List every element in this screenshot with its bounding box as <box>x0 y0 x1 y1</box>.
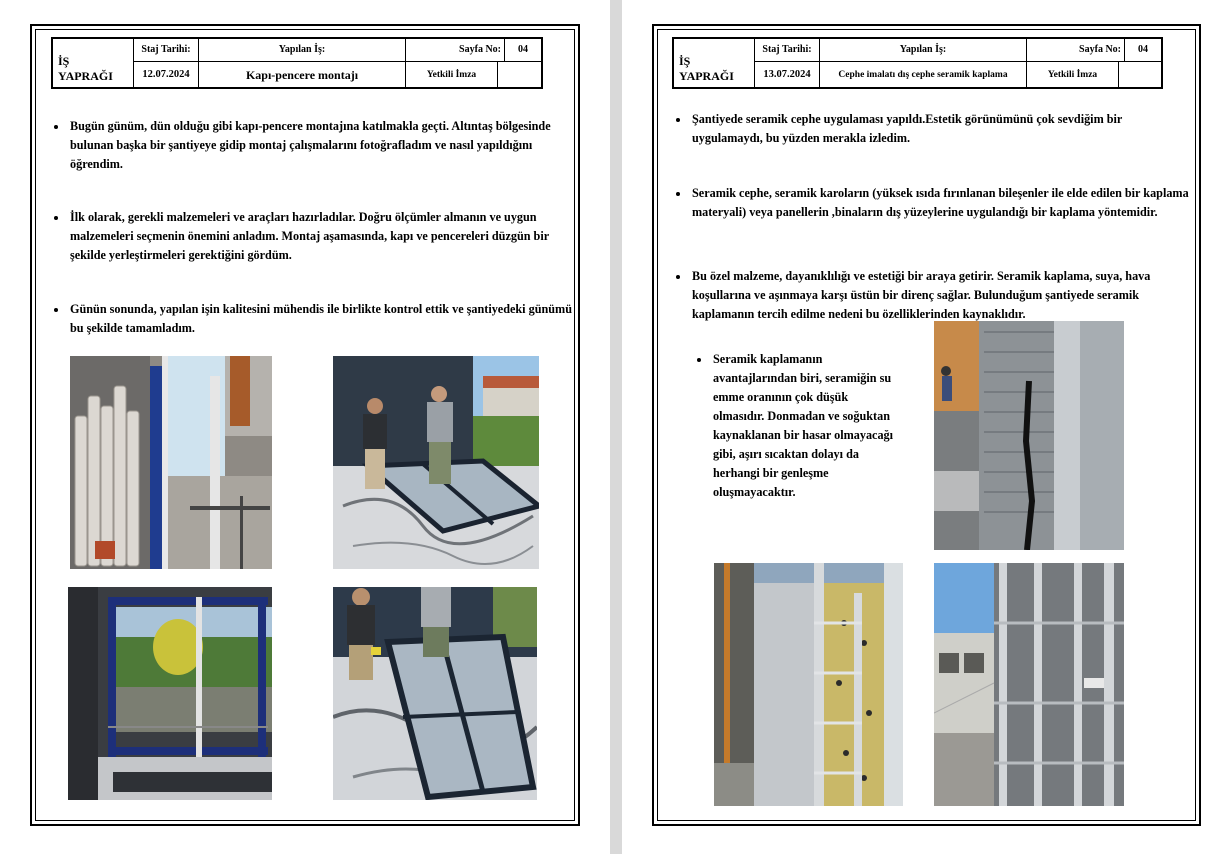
sayfa-no-value: 04 <box>505 38 543 62</box>
sayfa-no-label: Sayfa No: <box>1027 38 1125 62</box>
staj-tarihi-value: 12.07.2024 <box>134 62 199 88</box>
bullet-text: • Şantiyede seramik cephe uygulaması yapıldı.Estetik görünümünü çok sevdiğim bir uygulamaydı, bu yüzden merakla izledim. <box>690 110 1190 148</box>
right-paragraph-3 <box>674 267 1190 324</box>
is-yapragi-title: İŞ YAPRAĞI <box>52 38 134 88</box>
photo-facade-frame-system <box>934 563 1124 806</box>
yapilan-is-label: Yapılan İş: <box>199 38 406 62</box>
yetkili-imza-label: Yetkili İmza <box>1027 62 1119 88</box>
left-paragraph-1 <box>52 117 578 174</box>
right-paragraph-1 <box>674 110 1190 148</box>
photo-window-frame-profiles <box>70 356 272 569</box>
staj-tarihi-label: Staj Tarihi: <box>134 38 199 62</box>
left-header-table <box>51 37 543 89</box>
bullet-text: • Bugün günüm, dün olduğu gibi kapı-pencere montajına katılmakla geçti. Altıntaş bölgesinde bulunan başka bir şantiyeye gidip montaj çalışmalarını fotoğrafladım ve nasıl yapıldığını öğrendim. <box>68 117 578 174</box>
photo-workers-frame-assembly <box>333 356 539 569</box>
staj-tarihi-value: 13.07.2024 <box>755 62 820 88</box>
photo-frame-on-floor <box>333 587 537 800</box>
right-paragraph-4 <box>695 350 896 502</box>
yetkili-imza-box <box>498 62 543 88</box>
is-yapragi-title: İŞ YAPRAĞI <box>673 38 755 88</box>
bullet-text: • Günün sonunda, yapılan işin kalitesini mühendis ile birlikte kontrol ettik ve şantiyedeki günümü bu şekilde tamamladım. <box>68 300 583 338</box>
yapilan-is-label: Yapılan İş: <box>820 38 1027 62</box>
staj-tarihi-label: Staj Tarihi: <box>755 38 820 62</box>
yapilan-is-value: Cephe imalatı dış cephe seramik kaplama <box>820 62 1027 88</box>
left-page <box>0 0 610 854</box>
right-header-table <box>672 37 1163 89</box>
sayfa-no-value: 04 <box>1125 38 1163 62</box>
photo-installed-window <box>68 587 272 800</box>
bullet-text: • Bu özel malzeme, dayanıklılığı ve estetiği bir araya getirir. Seramik kaplama, suya, hava koşullarına ve aşınmaya karşı üstün bir direnç sağlar. Bulunduğum şantiyede seramik kaplamanın tercih edilme nedeni bu özelliklerinden kaynaklıdır. <box>690 267 1190 324</box>
left-paragraph-2 <box>52 208 578 265</box>
sayfa-no-label: Sayfa No: <box>406 38 505 62</box>
photo-ceramic-facade-closeup <box>934 321 1124 550</box>
left-paragraph-3 <box>52 300 583 338</box>
right-page <box>622 0 1231 854</box>
right-paragraph-2 <box>674 184 1190 222</box>
bullet-text: • Seramik kaplamanın avantajlarından biri, seramiğin su emme oranının çok düşük olmasıdır. Donmadan ve soğuktan kaynaklanan bir hasar olmayacağı gibi, aşırı sıcaktan dolayı da herhangi bir genleşme oluşmayacaktır. <box>711 350 896 502</box>
yetkili-imza-box <box>1119 62 1163 88</box>
bullet-text: • İlk olarak, gerekli malzemeleri ve araçları hazırladılar. Doğru ölçümler almanın ve uygun malzemeleri seçmenin önemini anladım. Montaj aşamasında, kapı ve pencereleri düzgün bir şekilde yerleştirmeleri gerektiğini gördüm. <box>68 208 578 265</box>
yetkili-imza-label: Yetkili İmza <box>406 62 498 88</box>
photo-facade-substructure <box>714 563 903 806</box>
yapilan-is-value: Kapı-pencere montajı <box>199 62 406 88</box>
bullet-text: • Seramik cephe, seramik karoların (yüksek ısıda fırınlanan bileşenler ile elde edilen bir kaplama materyali) veya panellerin ,binaların dış yüzeylerine uygulandığı bir kaplama yöntemidir. <box>690 184 1190 222</box>
page-gutter <box>610 0 622 854</box>
